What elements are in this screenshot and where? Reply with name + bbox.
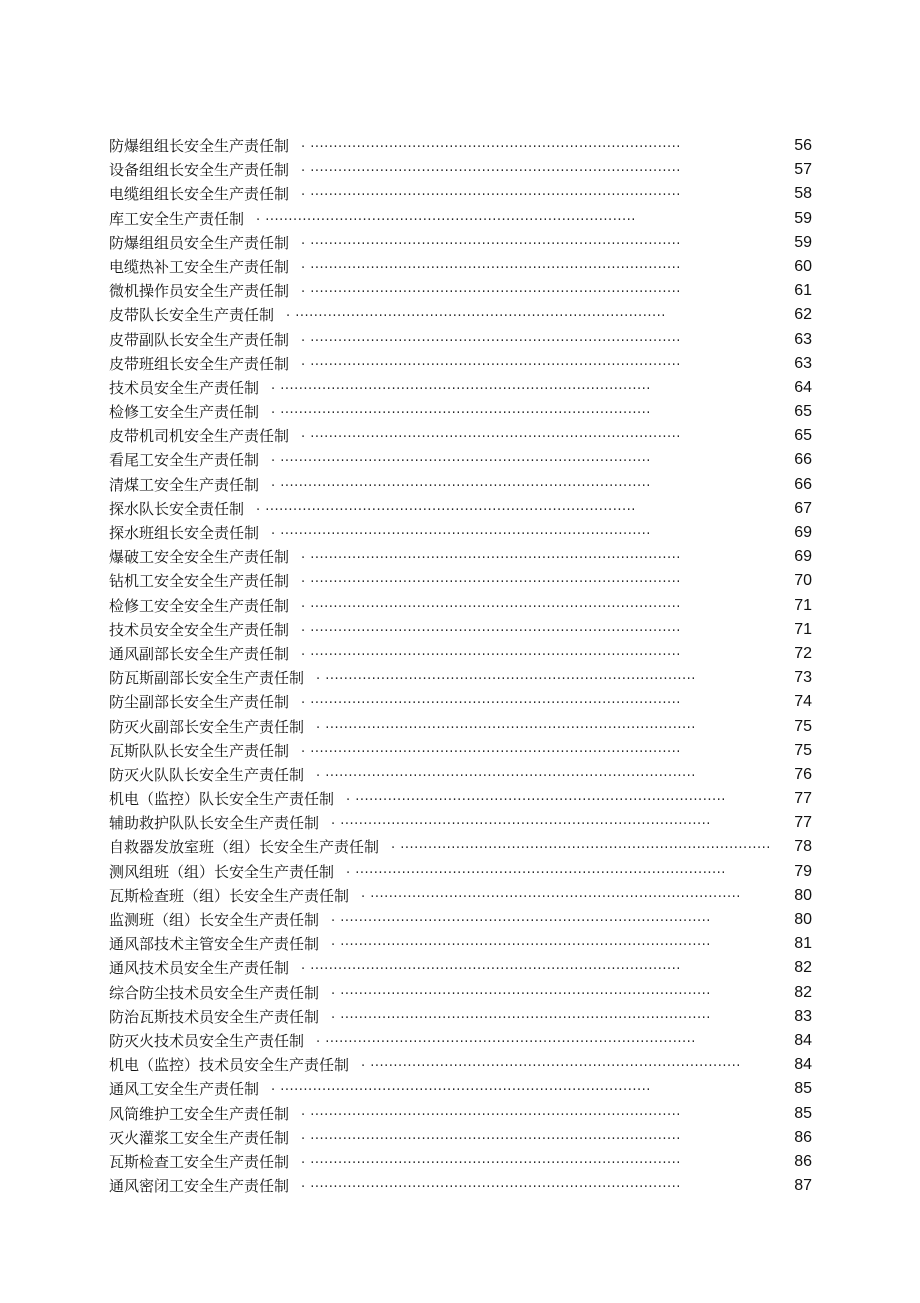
toc-leader-dots: . ................................................................................ bbox=[301, 619, 681, 635]
toc-leader-dots: . ................................................................................ bbox=[316, 668, 696, 684]
toc-leader-dots: . ................................................................................ bbox=[301, 643, 681, 659]
toc-entry[interactable] bbox=[109, 376, 812, 400]
toc-entry[interactable] bbox=[109, 908, 812, 932]
toc-entry[interactable] bbox=[109, 932, 812, 956]
toc-leader-dots: . ................................................................................ bbox=[331, 1006, 711, 1022]
toc-entry[interactable] bbox=[109, 521, 812, 545]
toc-entry-page: 65 bbox=[794, 427, 812, 445]
toc-entry-page: 76 bbox=[794, 765, 812, 783]
toc-entry-title: 瓦斯检查班（组）长安全生产责任制 bbox=[109, 886, 350, 905]
toc-entry-title: 看尾工安全生产责任制 bbox=[109, 451, 260, 470]
toc-entry-title: 测风组班（组）长安全生产责任制 bbox=[109, 862, 335, 881]
toc-entry-page: 84 bbox=[794, 1031, 812, 1049]
toc-leader-dots: . ................................................................................ bbox=[316, 1030, 696, 1046]
toc-entry[interactable] bbox=[109, 835, 812, 859]
toc-entry-page: 64 bbox=[794, 378, 812, 396]
toc-entry-page: 81 bbox=[794, 935, 812, 953]
toc-entry-page: 63 bbox=[794, 354, 812, 372]
toc-leader-dots: . ................................................................................ bbox=[346, 789, 726, 805]
toc-entry-page: 80 bbox=[794, 911, 812, 928]
toc-entry-title: 探水班组长安全责任制 bbox=[109, 524, 260, 542]
toc-entry-page: 77 bbox=[794, 790, 812, 808]
toc-entry-page: 79 bbox=[794, 862, 812, 880]
toc-entry-title: 检修工安全生产责任制 bbox=[109, 403, 260, 422]
toc-entry-title: 通风副部长安全生产责任制 bbox=[109, 644, 290, 663]
toc-entry-title: 防灭火副部长安全生产责任制 bbox=[109, 717, 305, 736]
toc-entry-page: 78 bbox=[794, 838, 812, 856]
toc-entry-title: 灭火灌浆工安全生产责任制 bbox=[109, 1128, 290, 1147]
toc-entry-title: 防灭火技术员安全生产责任制 bbox=[109, 1031, 305, 1050]
toc-entry-page: 62 bbox=[794, 306, 812, 324]
toc-leader-dots: . ................................................................................ bbox=[256, 208, 636, 224]
toc-leader-dots: . ................................................................................ bbox=[361, 885, 741, 901]
toc-entry-title: 通风技术员安全生产责任制 bbox=[109, 959, 290, 978]
toc-entry-page: 80 bbox=[794, 886, 812, 904]
toc-entry-page: 60 bbox=[794, 257, 812, 275]
toc-leader-dots: . ................................................................................ bbox=[301, 1176, 681, 1192]
toc-entry[interactable] bbox=[109, 328, 812, 352]
toc-entry[interactable] bbox=[109, 811, 812, 835]
toc-entry-title: 监测班（组）长安全生产责任制 bbox=[109, 911, 320, 929]
table-of-contents bbox=[109, 134, 812, 1198]
toc-leader-dots: . ................................................................................ bbox=[361, 1055, 741, 1071]
toc-entry[interactable] bbox=[109, 400, 812, 424]
toc-entry-page: 77 bbox=[794, 814, 812, 832]
toc-leader-dots: . ................................................................................ bbox=[301, 353, 681, 369]
toc-entry[interactable] bbox=[109, 545, 812, 569]
toc-entry-page: 74 bbox=[794, 693, 812, 711]
toc-leader-dots: . ................................................................................ bbox=[301, 329, 681, 345]
toc-entry[interactable] bbox=[109, 1102, 812, 1126]
toc-entry-page: 70 bbox=[794, 572, 812, 590]
toc-entry-title: 清煤工安全生产责任制 bbox=[109, 475, 260, 494]
toc-entry-title: 皮带副队长安全生产责任制 bbox=[109, 330, 290, 349]
toc-entry-page: 59 bbox=[794, 233, 812, 251]
toc-entry-title: 检修工安全安全生产责任制 bbox=[109, 596, 290, 615]
toc-entry[interactable] bbox=[109, 352, 812, 376]
toc-entry-page: 85 bbox=[794, 1104, 812, 1122]
toc-entry[interactable] bbox=[109, 739, 812, 763]
toc-leader-dots: . ................................................................................ bbox=[331, 934, 711, 950]
toc-leader-dots: . ................................................................................ bbox=[286, 305, 666, 321]
toc-entry[interactable] bbox=[109, 158, 812, 182]
toc-entry-title: 微机操作员安全生产责任制 bbox=[109, 282, 290, 301]
toc-entry[interactable] bbox=[109, 424, 812, 448]
toc-entry-page: 65 bbox=[794, 403, 812, 421]
toc-entry-title: 通风工安全生产责任制 bbox=[109, 1080, 260, 1099]
toc-entry-title: 皮带班组长安全生产责任制 bbox=[109, 354, 290, 373]
toc-leader-dots: . ................................................................................ bbox=[271, 450, 651, 466]
toc-entry-page: 82 bbox=[794, 959, 812, 977]
toc-leader-dots: . ................................................................................ bbox=[301, 692, 681, 708]
toc-entry-title: 风筒维护工安全生产责任制 bbox=[109, 1104, 290, 1123]
toc-entry-title: 钻机工安全安全生产责任制 bbox=[109, 572, 290, 591]
toc-entry-title: 防治瓦斯技术员安全生产责任制 bbox=[109, 1007, 320, 1026]
toc-entry-page: 83 bbox=[794, 1007, 812, 1025]
toc-entry[interactable] bbox=[109, 182, 812, 206]
toc-entry-title: 爆破工安全安全生产责任制 bbox=[109, 548, 290, 567]
toc-entry-title: 皮带机司机安全生产责任制 bbox=[109, 427, 290, 446]
toc-entry[interactable] bbox=[109, 594, 812, 618]
toc-entry[interactable] bbox=[109, 1029, 812, 1053]
toc-entry-page: 61 bbox=[794, 282, 812, 300]
toc-leader-dots: . ................................................................................ bbox=[301, 232, 681, 248]
toc-leader-dots: . ................................................................................ bbox=[301, 1151, 681, 1167]
toc-leader-dots: . ................................................................................ bbox=[331, 982, 711, 998]
toc-entry-title: 防尘副部长安全生产责任制 bbox=[109, 693, 290, 712]
toc-entry[interactable] bbox=[109, 569, 812, 593]
toc-leader-dots: . ................................................................................ bbox=[346, 861, 726, 877]
toc-entry-page: 72 bbox=[794, 644, 812, 662]
toc-entry[interactable] bbox=[109, 763, 812, 787]
toc-leader-dots: . ................................................................................ bbox=[271, 523, 651, 538]
toc-entry[interactable] bbox=[109, 473, 812, 497]
toc-entry-page: 71 bbox=[794, 596, 812, 614]
toc-leader-dots: . ................................................................................ bbox=[391, 837, 771, 853]
toc-entry[interactable] bbox=[109, 787, 812, 811]
toc-entry-title: 设备组组长安全生产责任制 bbox=[109, 161, 290, 180]
toc-entry-title: 瓦斯检查工安全生产责任制 bbox=[109, 1152, 290, 1171]
toc-entry-title: 瓦斯队队长安全生产责任制 bbox=[109, 741, 290, 760]
toc-leader-dots: . ................................................................................ bbox=[301, 740, 681, 756]
toc-entry[interactable] bbox=[109, 1005, 812, 1029]
toc-entry-page: 75 bbox=[794, 717, 812, 735]
toc-entry-title: 防爆组组员安全生产责任制 bbox=[109, 233, 290, 252]
toc-entry[interactable] bbox=[109, 279, 812, 303]
toc-leader-dots: . ................................................................................ bbox=[301, 1103, 681, 1119]
toc-entry[interactable] bbox=[109, 884, 812, 908]
toc-entry[interactable] bbox=[109, 207, 812, 231]
toc-leader-dots: . ................................................................................ bbox=[271, 1079, 651, 1095]
toc-leader-dots: . ................................................................................ bbox=[301, 547, 681, 563]
toc-entry-title: 电缆组组长安全生产责任制 bbox=[109, 185, 290, 204]
toc-leader-dots: . ................................................................................ bbox=[271, 474, 651, 490]
toc-entry-page: 58 bbox=[794, 185, 812, 203]
toc-entry-page: 84 bbox=[794, 1056, 812, 1074]
toc-entry-page: 86 bbox=[794, 1152, 812, 1170]
toc-entry[interactable] bbox=[109, 1126, 812, 1150]
toc-entry-page: 63 bbox=[794, 330, 812, 348]
toc-entry-title: 技术员安全安全生产责任制 bbox=[109, 620, 290, 639]
toc-entry[interactable] bbox=[109, 1150, 812, 1174]
toc-entry-title: 通风部技术主管安全生产责任制 bbox=[109, 935, 320, 954]
toc-leader-dots: . ................................................................................ bbox=[301, 281, 681, 297]
toc-leader-dots: . ................................................................................ bbox=[301, 184, 681, 200]
toc-entry-title: 辅助救护队队长安全生产责任制 bbox=[109, 814, 320, 833]
toc-entry-page: 59 bbox=[794, 209, 812, 227]
toc-leader-dots: . ................................................................................ bbox=[301, 426, 681, 442]
toc-entry[interactable] bbox=[109, 690, 812, 714]
toc-entry-title: 防爆组组长安全生产责任制 bbox=[109, 137, 290, 155]
toc-leader-dots: . ................................................................................ bbox=[316, 716, 696, 732]
toc-entry[interactable] bbox=[109, 231, 812, 255]
toc-entry[interactable] bbox=[109, 981, 812, 1005]
toc-entry-title: 探水队长安全责任制 bbox=[109, 499, 245, 518]
toc-leader-dots: . ................................................................................ bbox=[301, 256, 681, 272]
toc-entry[interactable] bbox=[109, 956, 812, 980]
toc-entry[interactable] bbox=[109, 303, 812, 327]
toc-entry-page: 87 bbox=[794, 1177, 812, 1195]
toc-entry[interactable] bbox=[109, 1174, 812, 1198]
toc-entry-title: 电缆热补工安全生产责任制 bbox=[109, 257, 290, 276]
toc-entry-title: 防灭火队队长安全生产责任制 bbox=[109, 765, 305, 784]
toc-entry-page: 75 bbox=[794, 741, 812, 759]
toc-entry-title: 机电（监控）技术员安全生产责任制 bbox=[109, 1056, 350, 1075]
toc-entry-title: 机电（监控）队长安全生产责任制 bbox=[109, 790, 335, 809]
toc-entry-page: 82 bbox=[794, 983, 812, 1001]
toc-leader-dots: . ................................................................................ bbox=[331, 813, 711, 829]
toc-entry[interactable] bbox=[109, 666, 812, 690]
toc-entry[interactable] bbox=[109, 860, 812, 884]
toc-entry-title: 防瓦斯副部长安全生产责任制 bbox=[109, 669, 305, 688]
toc-leader-dots: . ................................................................................ bbox=[331, 910, 711, 925]
toc-entry-page: 67 bbox=[794, 499, 812, 517]
toc-entry-title: 通风密闭工安全生产责任制 bbox=[109, 1177, 290, 1196]
toc-entry[interactable] bbox=[109, 618, 812, 642]
toc-entry-page: 71 bbox=[794, 620, 812, 638]
toc-entry-page: 86 bbox=[794, 1128, 812, 1146]
toc-leader-dots: . ................................................................................ bbox=[301, 958, 681, 974]
toc-entry[interactable] bbox=[109, 255, 812, 279]
toc-entry[interactable] bbox=[109, 1053, 812, 1077]
toc-entry-page: 73 bbox=[794, 669, 812, 687]
toc-leader-dots: . ................................................................................ bbox=[271, 377, 651, 393]
toc-leader-dots: . ................................................................................ bbox=[301, 1127, 681, 1143]
toc-entry-title: 皮带队长安全生产责任制 bbox=[109, 306, 275, 325]
toc-entry[interactable] bbox=[109, 642, 812, 666]
toc-leader-dots: . ................................................................................ bbox=[301, 136, 681, 151]
toc-entry-page: 85 bbox=[794, 1080, 812, 1098]
toc-entry[interactable] bbox=[109, 497, 812, 521]
toc-leader-dots: . ................................................................................ bbox=[301, 160, 681, 176]
toc-entry[interactable] bbox=[109, 715, 812, 739]
toc-leader-dots: . ................................................................................ bbox=[301, 571, 681, 587]
toc-entry-page: 66 bbox=[794, 475, 812, 493]
toc-entry-title: 技术员安全生产责任制 bbox=[109, 378, 260, 397]
toc-entry[interactable] bbox=[109, 134, 812, 158]
toc-entry-page: 69 bbox=[794, 548, 812, 566]
toc-entry-title: 综合防尘技术员安全生产责任制 bbox=[109, 983, 320, 1002]
toc-leader-dots: . ................................................................................ bbox=[316, 764, 696, 780]
toc-entry-title: 自救器发放室班（组）长安全生产责任制 bbox=[109, 838, 380, 857]
toc-entry-page: 57 bbox=[794, 161, 812, 179]
toc-entry[interactable] bbox=[109, 1077, 812, 1101]
toc-entry-page: 56 bbox=[794, 137, 812, 154]
toc-entry[interactable] bbox=[109, 448, 812, 472]
toc-entry-page: 66 bbox=[794, 451, 812, 469]
toc-leader-dots: . ................................................................................ bbox=[256, 498, 636, 514]
toc-entry-page: 69 bbox=[794, 524, 812, 541]
toc-leader-dots: . ................................................................................ bbox=[301, 595, 681, 611]
toc-leader-dots: . ................................................................................ bbox=[271, 402, 651, 418]
toc-entry-title: 库工安全生产责任制 bbox=[109, 209, 245, 228]
